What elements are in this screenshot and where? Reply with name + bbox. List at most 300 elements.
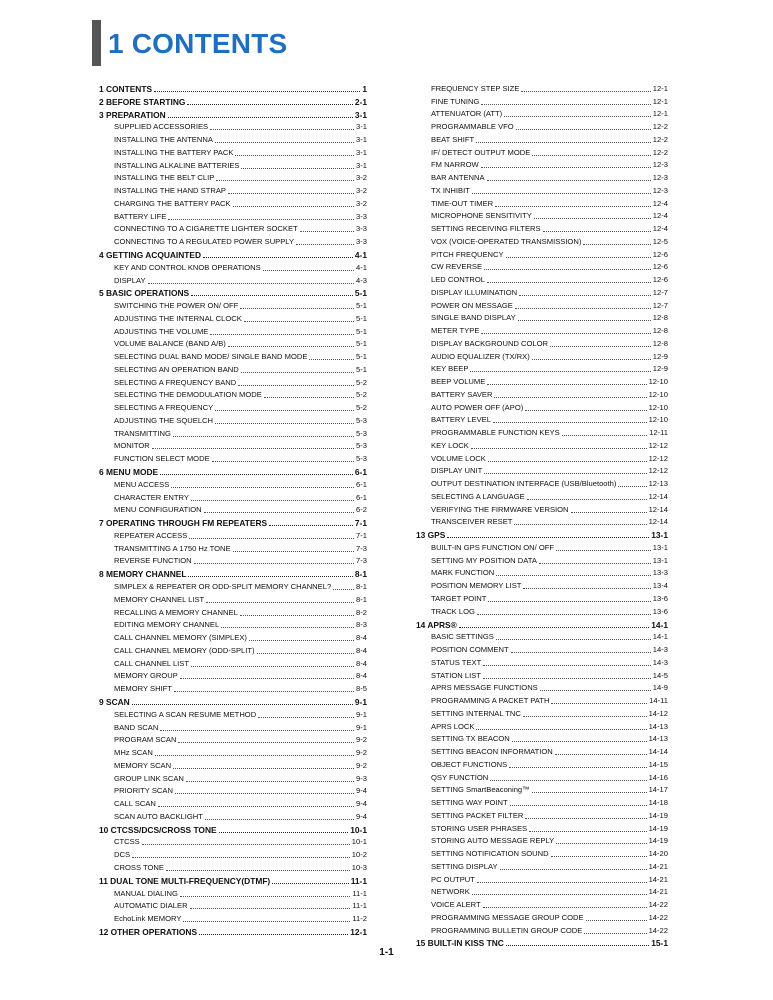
toc-entry[interactable]: [99, 900, 367, 913]
toc-entry-page: 9-2: [356, 735, 367, 745]
toc-section-entry[interactable]: [99, 287, 367, 300]
toc-entry[interactable]: [416, 171, 668, 184]
toc-entry[interactable]: [416, 388, 668, 401]
toc-entry[interactable]: [99, 810, 367, 823]
toc-entry[interactable]: [416, 631, 668, 644]
dot-leader: [241, 168, 354, 169]
dot-leader: [494, 397, 646, 398]
toc-entry[interactable]: [416, 401, 668, 414]
toc-entry[interactable]: [99, 338, 367, 351]
toc-section-entry[interactable]: [99, 823, 367, 836]
dot-leader: [540, 690, 651, 691]
toc-entry[interactable]: [416, 707, 668, 720]
toc-entry-page: 12-3: [652, 185, 668, 195]
toc-entry[interactable]: [416, 337, 668, 350]
toc-entry-page: 12-7: [652, 287, 668, 297]
toc-entry[interactable]: [416, 210, 668, 223]
dot-leader: [180, 896, 351, 897]
toc-entry-title: DCS: [114, 850, 131, 860]
toc-entry-title: CALL CHANNEL LIST: [114, 658, 189, 668]
toc-entry-page: 3-1: [356, 160, 367, 170]
toc-entry[interactable]: [416, 745, 668, 758]
dot-leader: [487, 180, 651, 181]
toc-entry-title: SETTING PACKET FILTER: [431, 810, 524, 820]
toc-entry[interactable]: [99, 555, 367, 568]
toc-entry[interactable]: [99, 223, 367, 236]
toc-column-right: [416, 82, 668, 949]
dot-leader: [154, 91, 360, 92]
toc-entry[interactable]: [99, 427, 367, 440]
toc-entry[interactable]: [99, 593, 367, 606]
toc-entry[interactable]: [99, 580, 367, 593]
toc-entry[interactable]: [416, 847, 668, 860]
toc-entry[interactable]: [99, 172, 367, 185]
toc-entry[interactable]: [416, 516, 668, 529]
dot-leader: [203, 257, 353, 258]
dot-leader: [556, 843, 646, 844]
toc-entry[interactable]: [416, 860, 668, 873]
toc-entry-title: 13 GPS: [416, 530, 446, 541]
dot-leader: [269, 525, 353, 526]
toc-entry-page: 5-1: [356, 339, 367, 349]
toc-entry[interactable]: [416, 286, 668, 299]
toc-entry-page: 12-8: [652, 338, 668, 348]
toc-entry-title: QSY FUNCTION: [431, 772, 489, 782]
dot-leader: [477, 614, 651, 615]
toc-entry-page: 14-21: [648, 874, 668, 884]
toc-entry-page: 6-1: [356, 479, 367, 489]
toc-entry[interactable]: [416, 248, 668, 261]
dot-leader: [258, 717, 354, 718]
toc-entry[interactable]: [416, 146, 668, 159]
toc-entry[interactable]: [416, 605, 668, 618]
toc-entry-page: 8-4: [356, 671, 367, 681]
toc-entry[interactable]: [99, 350, 367, 363]
toc-entry-title: SWITCHING THE POWER ON/ OFF: [114, 301, 239, 311]
toc-entry-page: 12-2: [652, 147, 668, 157]
dot-leader: [216, 180, 354, 181]
toc-entry[interactable]: [99, 529, 367, 542]
toc-entry[interactable]: [416, 720, 668, 733]
dot-leader: [178, 742, 354, 743]
dot-leader: [555, 754, 647, 755]
toc-entry[interactable]: [416, 669, 668, 682]
toc-entry-title: SETTING SmartBeaconing™: [431, 785, 530, 795]
toc-entry[interactable]: [99, 836, 367, 849]
toc-entry-page: 13-1: [652, 555, 668, 565]
toc-entry[interactable]: [416, 733, 668, 746]
toc-entry-page: 8-1: [356, 594, 367, 604]
toc-entry[interactable]: [416, 439, 668, 452]
toc-entry-page: 12-1: [652, 83, 668, 93]
dot-leader: [219, 832, 349, 833]
toc-entry-page: 4-3: [356, 275, 367, 285]
toc-entry[interactable]: [99, 670, 367, 683]
dot-leader: [618, 486, 646, 487]
toc-entry-title: CTCSS: [114, 837, 140, 847]
toc-entry-page: 12-14: [648, 491, 668, 501]
toc-entry[interactable]: [416, 784, 668, 797]
toc-entry[interactable]: [416, 120, 668, 133]
toc-entry[interactable]: [416, 477, 668, 490]
toc-entry[interactable]: [416, 108, 668, 121]
toc-entry[interactable]: [99, 848, 367, 861]
toc-entry-title: PROGRAMMABLE VFO: [431, 122, 514, 131]
toc-entry[interactable]: [416, 133, 668, 146]
toc-entry-title: FM NARROW: [431, 160, 479, 170]
toc-entry-title: SETTING MY POSITION DATA: [431, 555, 537, 565]
dot-leader: [584, 933, 646, 934]
toc-entry-page: 14-3: [652, 645, 668, 655]
dot-leader: [506, 257, 651, 258]
toc-entry[interactable]: [416, 95, 668, 108]
toc-entry[interactable]: [416, 541, 668, 554]
toc-entry[interactable]: [416, 350, 668, 363]
toc-entry[interactable]: [416, 656, 668, 669]
toc-entry[interactable]: [99, 235, 367, 248]
toc-entry-page: 3-2: [356, 198, 367, 208]
toc-entry-page: 13-1: [652, 542, 668, 552]
toc-entry[interactable]: [416, 886, 668, 899]
toc-section-entry[interactable]: [416, 618, 668, 631]
toc-column-left: [99, 82, 367, 938]
toc-entry[interactable]: [416, 465, 668, 478]
toc-entry[interactable]: [99, 184, 367, 197]
toc-entry-title: TRANSMITTING: [114, 428, 171, 438]
toc-entry[interactable]: [416, 375, 668, 388]
dot-leader: [204, 512, 354, 513]
toc-entry[interactable]: [416, 924, 668, 937]
toc-section-entry[interactable]: [99, 248, 367, 261]
toc-entry-title: BATTERY LEVEL: [431, 415, 491, 425]
dot-leader: [586, 920, 647, 921]
toc-entry[interactable]: [99, 363, 367, 376]
toc-entry-page: 12-6: [652, 275, 668, 284]
dot-leader: [487, 282, 651, 283]
toc-entry[interactable]: [416, 911, 668, 924]
toc-entry-page: 9-4: [356, 786, 367, 796]
toc-section-entry[interactable]: [99, 108, 367, 121]
toc-entry[interactable]: [99, 861, 367, 874]
toc-entry[interactable]: [99, 299, 367, 312]
toc-entry-page: 12-5: [652, 236, 668, 246]
toc-entry[interactable]: [99, 542, 367, 555]
toc-entry-title: CHARGING THE BATTERY PACK: [114, 198, 231, 208]
toc-entry[interactable]: [416, 273, 668, 286]
toc-entry[interactable]: [416, 426, 668, 439]
toc-entry[interactable]: [416, 184, 668, 197]
dot-leader: [483, 665, 651, 666]
toc-entry-page: 5-3: [356, 428, 367, 438]
dot-leader: [472, 193, 651, 194]
toc-entry-title: CROSS TONE: [114, 862, 164, 872]
dot-leader: [556, 550, 651, 551]
toc-entry[interactable]: [99, 210, 367, 223]
toc-entry-page: 8-2: [356, 607, 367, 617]
toc-entry-title: AUDIO EQUALIZER (TX/RX): [431, 351, 530, 361]
toc-entry[interactable]: [416, 822, 668, 835]
toc-entry-page: 3-3: [356, 224, 367, 234]
toc-entry[interactable]: [416, 835, 668, 848]
toc-entry[interactable]: [416, 159, 668, 172]
dot-leader: [233, 551, 354, 552]
toc-entry[interactable]: [416, 312, 668, 325]
toc-entry[interactable]: [416, 197, 668, 210]
toc-entry[interactable]: [99, 657, 367, 670]
toc-entry-title: 10 CTCSS/DCS/CROSS TONE: [99, 824, 217, 835]
toc-entry[interactable]: [99, 746, 367, 759]
toc-entry[interactable]: [416, 873, 668, 886]
dot-leader: [511, 652, 651, 653]
toc-entry[interactable]: [99, 887, 367, 900]
toc-entry-title: OBJECT FUNCTIONS: [431, 759, 508, 769]
toc-entry-title: VOICE ALERT: [431, 900, 481, 910]
dot-leader: [519, 295, 651, 296]
toc-entry-page: 5-3: [356, 454, 367, 464]
toc-entry-title: RECALLING A MEMORY CHANNEL: [114, 607, 238, 617]
toc-entry-page: 13-1: [651, 530, 668, 541]
dot-leader: [228, 193, 354, 194]
toc-entry[interactable]: [99, 197, 367, 210]
toc-entry-title: APRS LOCK: [431, 721, 475, 731]
dot-leader: [543, 231, 651, 232]
toc-entry-page: 14-11: [649, 696, 668, 706]
toc-entry-page: 13-6: [652, 593, 668, 603]
toc-entry-page: 8-4: [356, 633, 367, 643]
dot-leader: [583, 244, 650, 245]
toc-entry-title: SUPPLIED ACCESSORIES: [114, 122, 209, 132]
dot-leader: [493, 422, 647, 423]
toc-entry[interactable]: [99, 682, 367, 695]
dot-leader: [532, 359, 651, 360]
toc-entry-title: AUTO POWER OFF (APO): [431, 402, 524, 412]
toc-entry[interactable]: [99, 478, 367, 491]
toc-entry-page: 7-3: [356, 543, 367, 553]
toc-entry[interactable]: [99, 721, 367, 734]
toc-entry-page: 9-1: [354, 697, 367, 708]
dot-leader: [187, 104, 353, 105]
toc-entry[interactable]: [99, 261, 367, 274]
toc-entry[interactable]: [416, 758, 668, 771]
toc-entry-title: FUNCTION SELECT MODE: [114, 454, 210, 464]
toc-entry-title: MHz SCAN: [114, 748, 153, 758]
toc-entry[interactable]: [99, 797, 367, 810]
dot-leader: [180, 678, 354, 679]
toc-entry[interactable]: [99, 452, 367, 465]
dot-leader: [249, 640, 354, 641]
dot-leader: [235, 155, 354, 156]
toc-entry-page: 8-4: [356, 645, 367, 655]
toc-entry[interactable]: [416, 694, 668, 707]
toc-entry-title: CW REVERSE: [431, 262, 483, 272]
toc-entry-page: 14-1: [652, 632, 668, 642]
dot-leader: [173, 436, 354, 437]
toc-section-entry[interactable]: [99, 465, 367, 478]
toc-entry[interactable]: [99, 312, 367, 325]
toc-entry-title: OUTPUT DESTINATION INTERFACE (USB/Bluetooth): [431, 479, 617, 488]
toc-entry[interactable]: [416, 363, 668, 376]
toc-entry[interactable]: [99, 133, 367, 146]
toc-entry[interactable]: [416, 503, 668, 516]
toc-entry[interactable]: [99, 491, 367, 504]
dot-leader: [183, 921, 350, 922]
toc-entry-title: SETTING NOTIFICATION SOUND: [431, 849, 549, 859]
toc-entry[interactable]: [99, 440, 367, 453]
dot-leader: [470, 371, 650, 372]
toc-entry[interactable]: [99, 644, 367, 657]
toc-entry[interactable]: [416, 261, 668, 274]
dot-leader: [481, 167, 651, 168]
toc-entry-page: 7-1: [356, 530, 367, 540]
toc-entry[interactable]: [416, 82, 668, 95]
toc-entry[interactable]: [99, 759, 367, 772]
dot-leader: [168, 117, 353, 118]
toc-entry[interactable]: [416, 579, 668, 592]
toc-entry[interactable]: [416, 299, 668, 312]
toc-section-entry[interactable]: [99, 925, 367, 938]
toc-entry-title: 9 SCAN: [99, 697, 130, 708]
toc-entry-title: FINE TUNING: [431, 96, 480, 106]
toc-entry-page: 14-22: [648, 900, 668, 910]
toc-section-entry[interactable]: [416, 528, 668, 541]
toc-entry[interactable]: [416, 490, 668, 503]
toc-entry[interactable]: [416, 567, 668, 580]
toc-entry[interactable]: [99, 631, 367, 644]
toc-entry[interactable]: [99, 376, 367, 389]
toc-entry-title: AUTOMATIC DIALER: [114, 901, 188, 911]
dot-leader: [512, 741, 647, 742]
toc-entry-page: 12-2: [652, 122, 668, 131]
toc-entry[interactable]: [99, 708, 367, 721]
toc-entry[interactable]: [416, 592, 668, 605]
toc-entry-page: 12-14: [648, 517, 668, 527]
dot-leader: [518, 320, 651, 321]
toc-entry-title: TARGET POINT: [431, 593, 487, 603]
dot-leader: [188, 576, 352, 577]
toc-entry[interactable]: [416, 682, 668, 695]
dot-leader: [515, 308, 651, 309]
toc-entry[interactable]: [416, 324, 668, 337]
toc-entry-title: PROGRAMMABLE FUNCTION KEYS: [431, 428, 560, 437]
toc-entry-title: PROGRAMMING A PACKET PATH: [431, 696, 550, 706]
toc-entry-page: 14-9: [652, 683, 668, 693]
toc-entry[interactable]: [416, 554, 668, 567]
toc-entry[interactable]: [99, 734, 367, 747]
toc-entry[interactable]: [99, 619, 367, 632]
page-number: 1-1: [379, 947, 394, 958]
toc-section-entry[interactable]: [99, 695, 367, 708]
dot-leader: [160, 730, 354, 731]
toc-entry-page: 10-3: [351, 862, 367, 872]
toc-entry-page: 14-17: [648, 785, 668, 795]
toc-entry-page: 12-3: [652, 173, 668, 182]
dot-leader: [551, 703, 647, 704]
toc-entry-page: 12-9: [652, 351, 668, 361]
toc-entry[interactable]: [416, 452, 668, 465]
toc-section-entry[interactable]: [99, 82, 367, 95]
toc-entry[interactable]: [416, 796, 668, 809]
toc-entry[interactable]: [99, 414, 367, 427]
dot-leader: [263, 270, 354, 271]
toc-entry-page: 14-13: [648, 734, 668, 744]
toc-entry-page: 5-1: [356, 301, 367, 311]
toc-entry[interactable]: [99, 785, 367, 798]
toc-entry-page: 14-15: [648, 759, 668, 769]
dot-leader: [521, 91, 650, 92]
toc-entry-title: 6 MENU MODE: [99, 467, 159, 478]
toc-entry[interactable]: [99, 121, 367, 134]
toc-entry[interactable]: [416, 222, 668, 235]
toc-entry[interactable]: [416, 809, 668, 822]
toc-section-entry[interactable]: [99, 567, 367, 580]
toc-entry-page: 10-2: [351, 850, 367, 860]
toc-entry[interactable]: [416, 771, 668, 784]
toc-entry-page: 3-1: [354, 109, 367, 120]
toc-entry[interactable]: [416, 235, 668, 248]
toc-entry[interactable]: [416, 898, 668, 911]
toc-entry[interactable]: [99, 159, 367, 172]
toc-entry-page: 3-1: [356, 147, 367, 157]
toc-entry[interactable]: [99, 274, 367, 287]
dot-leader: [509, 767, 646, 768]
dot-leader: [527, 499, 647, 500]
toc-entry-title: INSTALLING THE BATTERY PACK: [114, 147, 234, 157]
toc-entry[interactable]: [99, 504, 367, 517]
toc-entry-title: 4 GETTING ACQUAINTED: [99, 250, 202, 261]
toc-entry-title: KEY LOCK: [431, 440, 469, 450]
dot-leader: [532, 155, 651, 156]
toc-entry-title: 2 BEFORE STARTING: [99, 96, 186, 107]
toc-entry-page: 12-8: [652, 326, 668, 335]
toc-entry[interactable]: [99, 146, 367, 159]
toc-entry[interactable]: [99, 606, 367, 619]
toc-section-entry[interactable]: [99, 516, 367, 529]
dot-leader: [168, 219, 354, 220]
toc-entry-title: PROGRAMMING BULLETIN GROUP CODE: [431, 925, 583, 935]
toc-entry-page: 12-12: [648, 453, 668, 463]
toc-entry-page: 8-1: [354, 569, 367, 580]
toc-entry[interactable]: [99, 401, 367, 414]
dot-leader: [221, 627, 354, 628]
toc-entry-title: 5 BASIC OPERATIONS: [99, 288, 190, 299]
dot-leader: [477, 882, 647, 883]
toc-entry[interactable]: [416, 414, 668, 427]
toc-entry[interactable]: [99, 772, 367, 785]
toc-entry[interactable]: [99, 912, 367, 925]
toc-entry[interactable]: [99, 325, 367, 338]
dot-leader: [175, 793, 354, 794]
toc-section-entry[interactable]: [99, 874, 367, 887]
toc-entry-title: 7 OPERATING THROUGH FM REPEATERS: [99, 518, 268, 529]
toc-entry-title: SELECTING AN OPERATION BAND: [114, 364, 239, 374]
toc-entry-page: 5-2: [356, 390, 367, 400]
toc-entry-title: BAND SCAN: [114, 722, 159, 732]
toc-entry-title: DISPLAY ILLUMINATION: [431, 287, 518, 297]
dot-leader: [514, 524, 646, 525]
toc-entry-page: 12-10: [648, 415, 668, 425]
toc-entry-page: 11-1: [350, 875, 367, 886]
toc-entry-page: 12-10: [648, 389, 668, 399]
toc-entry-page: 14-16: [648, 772, 668, 782]
toc-section-entry[interactable]: [99, 95, 367, 108]
dot-leader: [476, 729, 646, 730]
dot-leader: [550, 346, 651, 347]
toc-entry[interactable]: [99, 389, 367, 402]
toc-entry-title: POWER ON MESSAGE: [431, 300, 513, 310]
toc-entry[interactable]: [416, 643, 668, 656]
dot-leader: [471, 448, 647, 449]
toc-entry-page: 12-1: [652, 96, 668, 106]
